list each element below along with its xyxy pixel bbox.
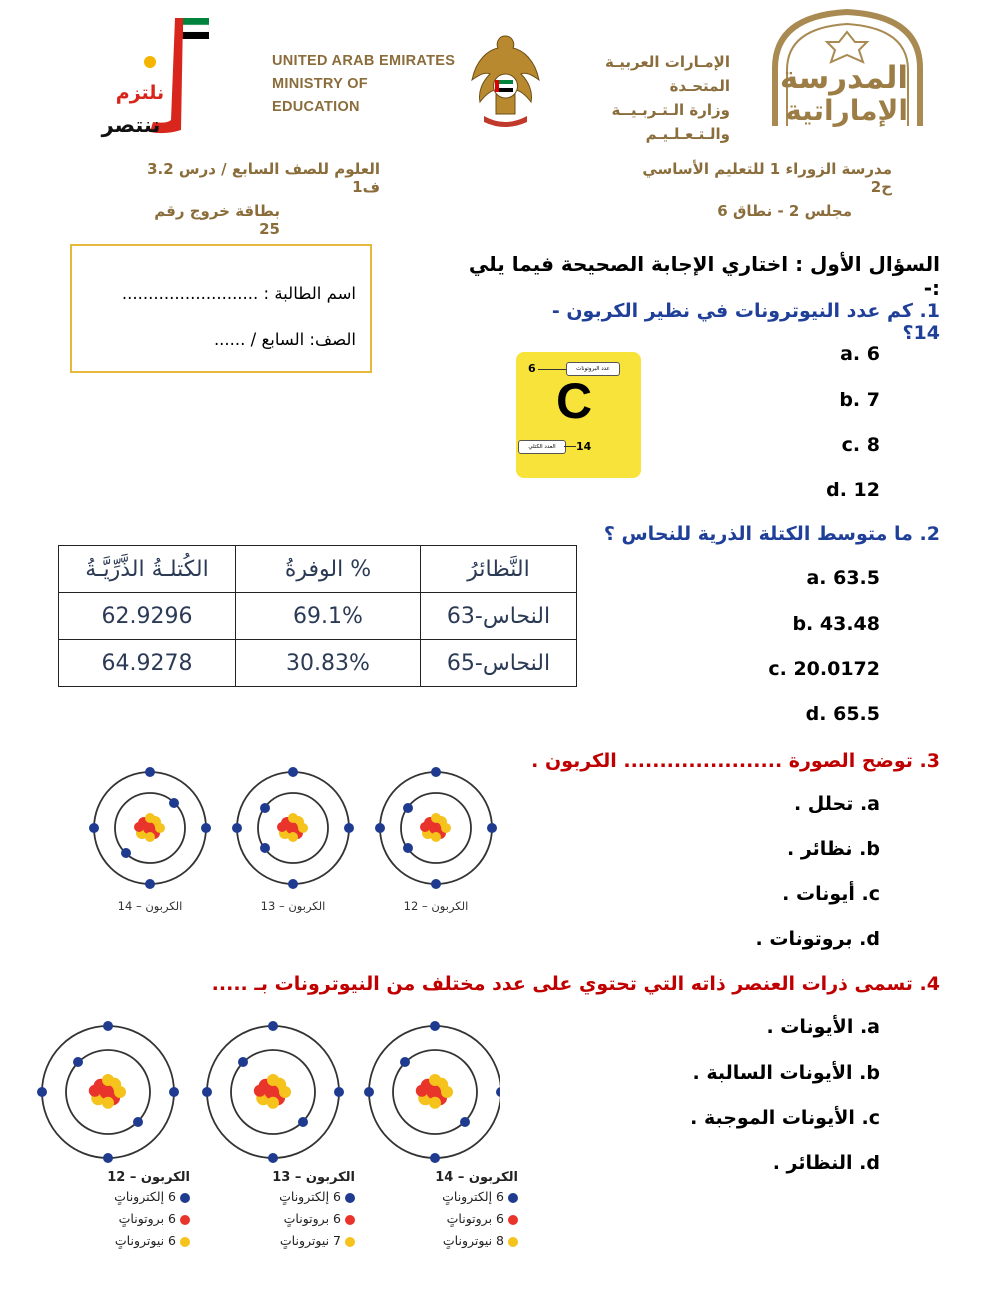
proton-dot-icon [345, 1215, 355, 1225]
emirati-school-logo [765, 8, 930, 128]
card-top-number: 6 [528, 362, 536, 375]
ministry-name-arabic [545, 50, 730, 146]
table-header-row [59, 546, 577, 593]
q2-option-a[interactable]: 63.5 .a [806, 567, 880, 589]
school-logo-line2: الإماراتية [785, 94, 908, 127]
card-symbol: C [556, 373, 593, 429]
legend-neutrons: 7 نيوتروناتٍ [279, 1233, 341, 1248]
q2-option-c[interactable]: 20.0172 .c [768, 658, 880, 680]
table-cell: النحاس-65 [421, 640, 577, 687]
q3-atom-diagrams [85, 760, 505, 895]
atom-carbon-12-large [37, 1021, 179, 1163]
legend-electrons: 6 إلكتروناتٍ [279, 1189, 341, 1204]
student-class-field[interactable]: الصف: السابع / ...... [213, 330, 356, 349]
subject-line: العلوم للصف السابع / درس 3.2 ف1 [147, 160, 380, 196]
legend-carbon-12 [70, 1170, 190, 1248]
legend-neutrons: 6 نيوتروناتٍ [114, 1233, 176, 1248]
q3-option-d[interactable]: d. بروتونات . [755, 928, 880, 950]
neutron-dot-icon [345, 1237, 355, 1247]
table-cell: 30.83% [236, 640, 421, 687]
electron-dot-icon [508, 1193, 518, 1203]
student-name-field[interactable]: اسم الطالبة : .......................... [121, 284, 356, 303]
q4-option-c[interactable]: c. الأيونات الموجبة . [690, 1107, 880, 1129]
card-bottom-label: العدد الكتلي [518, 440, 566, 454]
card-bottom-leader [564, 446, 576, 447]
table-cell: 64.9278 [59, 640, 236, 687]
ministry-en-line2: MINISTRY OF EDUCATION [272, 76, 368, 115]
carbon-element-card [516, 352, 641, 478]
legend-protons: 6 بروتوناتٍ [446, 1211, 504, 1226]
logo-text-bottom: ننتصر [101, 113, 161, 137]
q1-option-a[interactable]: 6 .a [840, 343, 880, 365]
exit-card-title: بطاقة خروج رقم 25 [154, 202, 280, 238]
electron-dot-icon [180, 1193, 190, 1203]
atom-carbon-13 [232, 767, 354, 889]
table-header-cell: % الوفرةُ [236, 546, 421, 593]
atom-carbon-14 [89, 767, 211, 889]
table-header-cell: النَّظائرُ [421, 546, 577, 593]
q3-option-b[interactable]: b. نظائر . [786, 838, 880, 860]
campaign-logo [95, 10, 215, 145]
atom-carbon-13-large [202, 1021, 344, 1163]
q4-atom-diagrams [30, 1018, 500, 1168]
table-row [59, 640, 577, 687]
council-zone: مجلس 2 - نطاق 6 [717, 202, 852, 220]
question-4-text: 4. تسمى ذرات العنصر ذاته التي تحتوي على عدد مختلف من النيوترونات بـ ..... [211, 973, 940, 995]
q3-atom-label-12: الكربون – 12 [403, 899, 469, 913]
question-1-text: 1. كم عدد النيوترونات في نظير الكربون - 14؟ [551, 300, 940, 344]
legend-electrons: 6 إلكتروناتٍ [442, 1189, 504, 1204]
atom-carbon-12 [375, 767, 497, 889]
question-2-text: 2. ما متوسط الكتلة الذرية للنحاس ؟ [603, 523, 940, 545]
table-cell: النحاس-63 [421, 593, 577, 640]
legend-title: الكربون – 12 [107, 1170, 190, 1185]
legend-protons: 6 بروتوناتٍ [283, 1211, 341, 1226]
student-info-box [70, 244, 372, 373]
q4-option-a[interactable]: a. الأيونات . [766, 1016, 880, 1038]
table-cell: 69.1% [236, 593, 421, 640]
ministry-en-line1: UNITED ARAB EMIRATES [272, 53, 456, 69]
q2-option-b[interactable]: 43.48 .b [792, 613, 880, 635]
neutron-dot-icon [180, 1237, 190, 1247]
q3-option-c[interactable]: c. أيونات . [782, 883, 880, 905]
q3-atom-label-13: الكربون – 13 [260, 899, 326, 913]
q4-option-b[interactable]: b. الأيونات السالبة . [692, 1062, 880, 1084]
proton-dot-icon [508, 1215, 518, 1225]
logo-text-top: نلتزم [115, 82, 165, 104]
q3-atom-label-14: الكربون – 14 [117, 899, 183, 913]
table-header-cell: الكُتلـةُ الذَّرِّيَّـةُ [59, 546, 236, 593]
section-title: السؤال الأول : اختاري الإجابة الصحيحة فيما يلي :- [468, 252, 940, 300]
table-row [59, 593, 577, 640]
q3-option-a[interactable]: a. تحلل . [793, 793, 880, 815]
ministry-name-english [272, 50, 457, 119]
legend-title: الكربون – 14 [435, 1170, 518, 1185]
legend-carbon-13 [235, 1170, 355, 1248]
legend-title: الكربون – 13 [272, 1170, 355, 1185]
atom-carbon-14-large [364, 1021, 500, 1163]
card-top-leader [538, 369, 566, 370]
ministry-ar-line1: الإمـارات العربيـة المتحـدة [605, 53, 730, 95]
q2-option-d[interactable]: 65.5 .d [805, 703, 880, 725]
q1-option-c[interactable]: 8 .c [841, 434, 880, 456]
ministry-ar-line2: وزارة الـتـربـيــة والـتـعـلـيـم [611, 101, 730, 143]
q4-option-d[interactable]: d. النظائر . [772, 1152, 880, 1174]
neutron-dot-icon [508, 1237, 518, 1247]
electron-dot-icon [345, 1193, 355, 1203]
q1-option-b[interactable]: 7 .b [839, 389, 880, 411]
card-bottom-number: 14 [576, 440, 592, 453]
question-3-text: 3. توضح الصورة ...................... الكربون . [531, 750, 940, 772]
school-logo-line1: المدرسة [779, 60, 908, 96]
legend-carbon-14 [398, 1170, 518, 1248]
copper-isotopes-table [58, 545, 577, 687]
card-top-label: عدد البروتونات [566, 362, 620, 376]
legend-electrons: 6 إلكتروناتٍ [114, 1189, 176, 1204]
legend-protons: 6 بروتوناتٍ [118, 1211, 176, 1226]
legend-neutrons: 8 نيوتروناتٍ [442, 1233, 504, 1248]
uae-emblem-icon [468, 30, 543, 130]
proton-dot-icon [180, 1215, 190, 1225]
q1-option-d[interactable]: 12 .d [826, 479, 880, 501]
table-cell: 62.9296 [59, 593, 236, 640]
school-name: مدرسة الزوراء 1 للتعليم الأساسي ح2 [642, 160, 892, 196]
